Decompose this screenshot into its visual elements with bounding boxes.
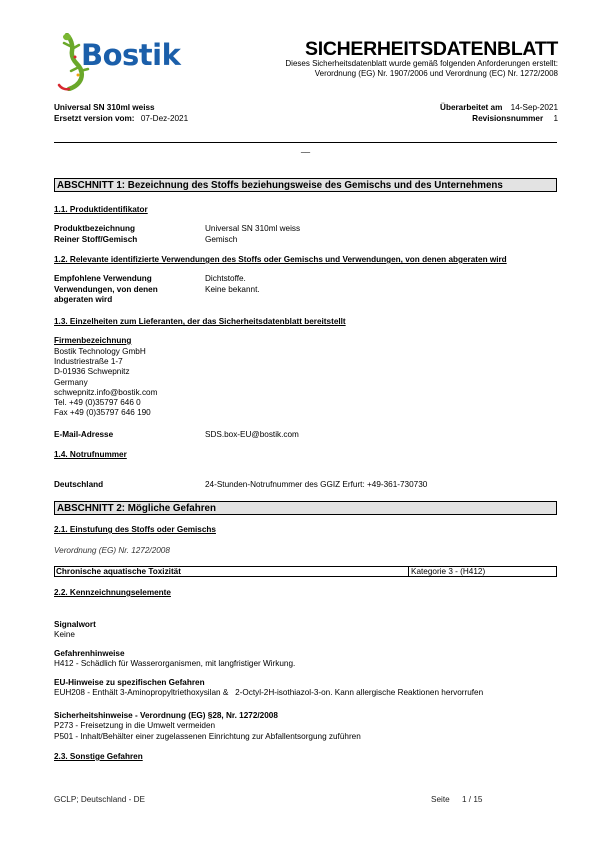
logo-wordmark: Bostik (81, 38, 181, 72)
substance-value: Gemisch (205, 235, 238, 244)
section-2-header: ABSCHNITT 2: Mögliche Gefahren (54, 501, 557, 515)
email-label: E-Mail-Adresse (54, 430, 114, 439)
bostik-logo (53, 33, 183, 91)
subtitle-line-2: Verordnung (EG) Nr. 1907/2006 und Verordnung (EC) Nr. 1272/2008 (314, 69, 558, 79)
replaces-date: 07-Dez-2021 (140, 114, 189, 123)
header-divider (54, 142, 557, 143)
subtitle-line-1: Dieses Sicherheitsdatenblatt wurde gemäß folgenden Anforderungen erstellt: (285, 59, 558, 68)
germany-value: 24-Stunden-Notrufnummer des GGIZ Erfurt: +49-361-730730 (205, 480, 428, 489)
subsection-1-2: 1.2. Relevante identifizierte Verwendungen des Stoffs oder Gemischs und Verwendungen, von denen abgeraten wird (54, 255, 507, 264)
document-subtitle (285, 59, 558, 80)
toxicity-label: Chronische aquatische Toxizität (56, 567, 181, 576)
replaces-version (54, 114, 188, 124)
product-label: Produktbezeichnung (54, 224, 135, 233)
subsection-2-2: 2.2. Kennzeichnungselemente (54, 588, 171, 597)
company-line: Germany (54, 377, 88, 387)
substance-label: Reiner Stoff/Gemisch (54, 235, 138, 244)
toxicity-value: Kategorie 3 - (H412) (411, 567, 486, 576)
advised-against-label-line-1: Verwendungen, von denen (54, 285, 158, 294)
eu-hazard-label: EU-Hinweise zu spezifischen Gefahren (54, 678, 205, 687)
advised-against-label-line-2: abgeraten wird (54, 295, 113, 305)
regulation-text: Verordnung (EG) Nr. 1272/2008 (54, 546, 170, 555)
signal-word-value: Keine (54, 630, 75, 639)
revision-number (472, 114, 558, 124)
company-email-link[interactable]: schwepnitz.info@bostik.com (54, 387, 158, 397)
advised-against-value: Keine bekannt. (205, 285, 260, 294)
toxicity-table-row (54, 566, 557, 577)
revised-value: 14-Sep-2021 (510, 103, 558, 112)
hazard-statements-value: H412 - Schädlich für Wasserorganismen, mit langfristiger Wirkung. (54, 659, 296, 668)
subsection-1-4: 1.4. Notrufnummer (54, 450, 127, 459)
revised-label: Überarbeitet am (440, 103, 503, 112)
subsection-2-3: 2.3. Sonstige Gefahren (54, 752, 143, 761)
precautionary-item: P273 - Freisetzung in die Umwelt vermeiden (54, 721, 216, 730)
company-address (54, 347, 157, 418)
document-title: SICHERHEITSDATENBLATT (305, 38, 558, 60)
advised-against-label (54, 285, 158, 306)
page-number: 1 / 15 (461, 795, 483, 804)
precautionary-item: P501 - Inhalt/Behälter einer zugelassenen Einrichtung zur Abfallentsorgung zuführen (54, 731, 361, 741)
eu-hazard-value: EUH208 - Enthält 3-Aminopropyltriethoxysilan & 2-Octyl-2H-isothiazol-3-on. Kann allergische Reaktionen hervorrufen (54, 688, 484, 697)
company-label: Firmenbezeichnung (54, 336, 132, 345)
company-line: Tel. +49 (0)35797 646 0 (54, 398, 141, 408)
subsection-2-1: 2.1. Einstufung des Stoffs oder Gemischs (54, 525, 216, 534)
hazard-statements-label: Gefahrenhinweise (54, 649, 125, 658)
divider-mark: __ (301, 144, 311, 153)
product-name-header: Universal SN 310ml weiss (54, 103, 155, 112)
precautionary-list (54, 721, 361, 742)
email-value[interactable]: SDS.box-EU@bostik.com (205, 430, 299, 439)
page-label: Seite (431, 795, 450, 804)
revised-date (440, 103, 558, 113)
replaces-label: Ersetzt version vom: (54, 114, 135, 123)
revision-label: Revisionsnummer (472, 114, 544, 123)
germany-label: Deutschland (54, 480, 104, 489)
signal-word-label: Signalwort (54, 620, 96, 629)
revision-value: 1 (553, 114, 558, 123)
footer-left: GCLP; Deutschland - DE (54, 795, 146, 804)
footer-page (431, 795, 482, 805)
company-line: D-01936 Schwepnitz (54, 367, 130, 377)
section-1-header: ABSCHNITT 1: Bezeichnung des Stoffs beziehungsweise des Gemischs und des Unternehmens (54, 178, 557, 192)
recommended-use-label: Empfohlene Verwendung (54, 274, 152, 283)
toxicity-divider (408, 567, 409, 576)
subsection-1-1: 1.1. Produktidentifikator (54, 205, 148, 214)
company-line: Fax +49 (0)35797 646 190 (54, 408, 151, 418)
precautionary-label: Sicherheitshinweise - Verordnung (EG) §28, Nr. 1272/2008 (54, 711, 278, 720)
subsection-1-3: 1.3. Einzelheiten zum Lieferanten, der das Sicherheitsdatenblatt bereitstellt (54, 317, 346, 326)
company-line: Bostik Technology GmbH (54, 347, 146, 356)
recommended-use-value: Dichtstoffe. (205, 274, 246, 283)
company-line: Industriestraße 1-7 (54, 357, 123, 367)
product-value: Universal SN 310ml weiss (205, 224, 301, 233)
